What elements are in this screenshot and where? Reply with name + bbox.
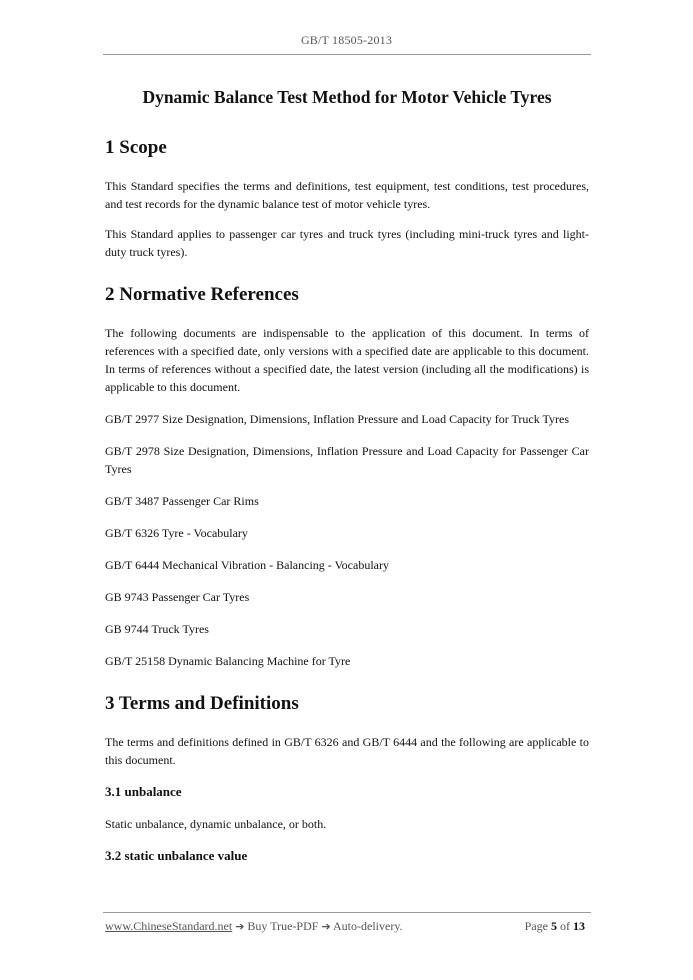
arrow-right-icon: ➔ <box>321 920 331 933</box>
page-word: Page <box>524 919 548 933</box>
page-indicator <box>525 918 585 934</box>
reference-item: GB/T 2977 Size Designation, Dimensions, Inflation Pressure and Load Capacity for Truck Tyres <box>105 412 569 426</box>
subsection-heading-3-1: 3.1 unbalance <box>105 784 182 799</box>
site-link[interactable]: www.ChineseStandard.net <box>105 919 233 933</box>
reference-item: GB 9743 Passenger Car Tyres <box>105 590 250 604</box>
auto-delivery-text: Auto-delivery. <box>333 919 403 933</box>
reference-item: GB/T 3487 Passenger Car Rims <box>105 494 259 508</box>
reference-item: GB/T 2978 Size Designation, Dimensions, Inflation Pressure and Load Capacity for Passenger Car Tyres <box>105 444 589 476</box>
normative-references-intro: The following documents are indispensable to the application of this document. In terms of references with a specified date, only versions with a specified date are applicable to this document. In terms of references without a specified date, the latest version (including all the modifications) is applicable to this document. <box>105 326 589 394</box>
reference-item: GB 9744 Truck Tyres <box>105 622 209 636</box>
of-word: of <box>560 919 570 933</box>
scope-paragraph-2: This Standard applies to passenger car tyres and truck tyres (including mini-truck tyres and light-duty truck tyres). <box>105 227 589 259</box>
subsection-3-1-text: Static unbalance, dynamic unbalance, or both. <box>105 817 327 831</box>
page-total-number: 13 <box>573 919 585 933</box>
arrow-right-icon: ➔ <box>235 920 245 933</box>
footer-divider <box>103 912 591 913</box>
reference-item: GB/T 6326 Tyre - Vocabulary <box>105 526 248 540</box>
reference-item: GB/T 25158 Dynamic Balancing Machine for Tyre <box>105 654 351 668</box>
section-heading-scope: 1 Scope <box>105 137 167 158</box>
scope-paragraph-1: This Standard specifies the terms and definitions, test equipment, test conditions, test procedures, and test records for the dynamic balance test of motor vehicle tyres. <box>105 179 589 211</box>
section-heading-normative-references: 2 Normative References <box>105 284 299 305</box>
page-content <box>105 86 589 865</box>
page-current-number: 5 <box>551 919 557 933</box>
document-title: Dynamic Balance Test Method for Motor Vehicle Tyres <box>142 87 552 107</box>
footer-promo <box>105 918 403 935</box>
buy-pdf-text: Buy True-PDF <box>247 919 319 933</box>
terms-intro: The terms and definitions defined in GB/T 6326 and GB/T 6444 and the following are applicable to this document. <box>105 735 589 767</box>
header-divider <box>103 54 591 55</box>
section-heading-terms-definitions: 3 Terms and Definitions <box>105 693 299 714</box>
subsection-heading-3-2: 3.2 static unbalance value <box>105 848 248 863</box>
reference-item: GB/T 6444 Mechanical Vibration - Balancing - Vocabulary <box>105 558 389 572</box>
header-standard-code: GB/T 18505-2013 <box>300 33 393 47</box>
